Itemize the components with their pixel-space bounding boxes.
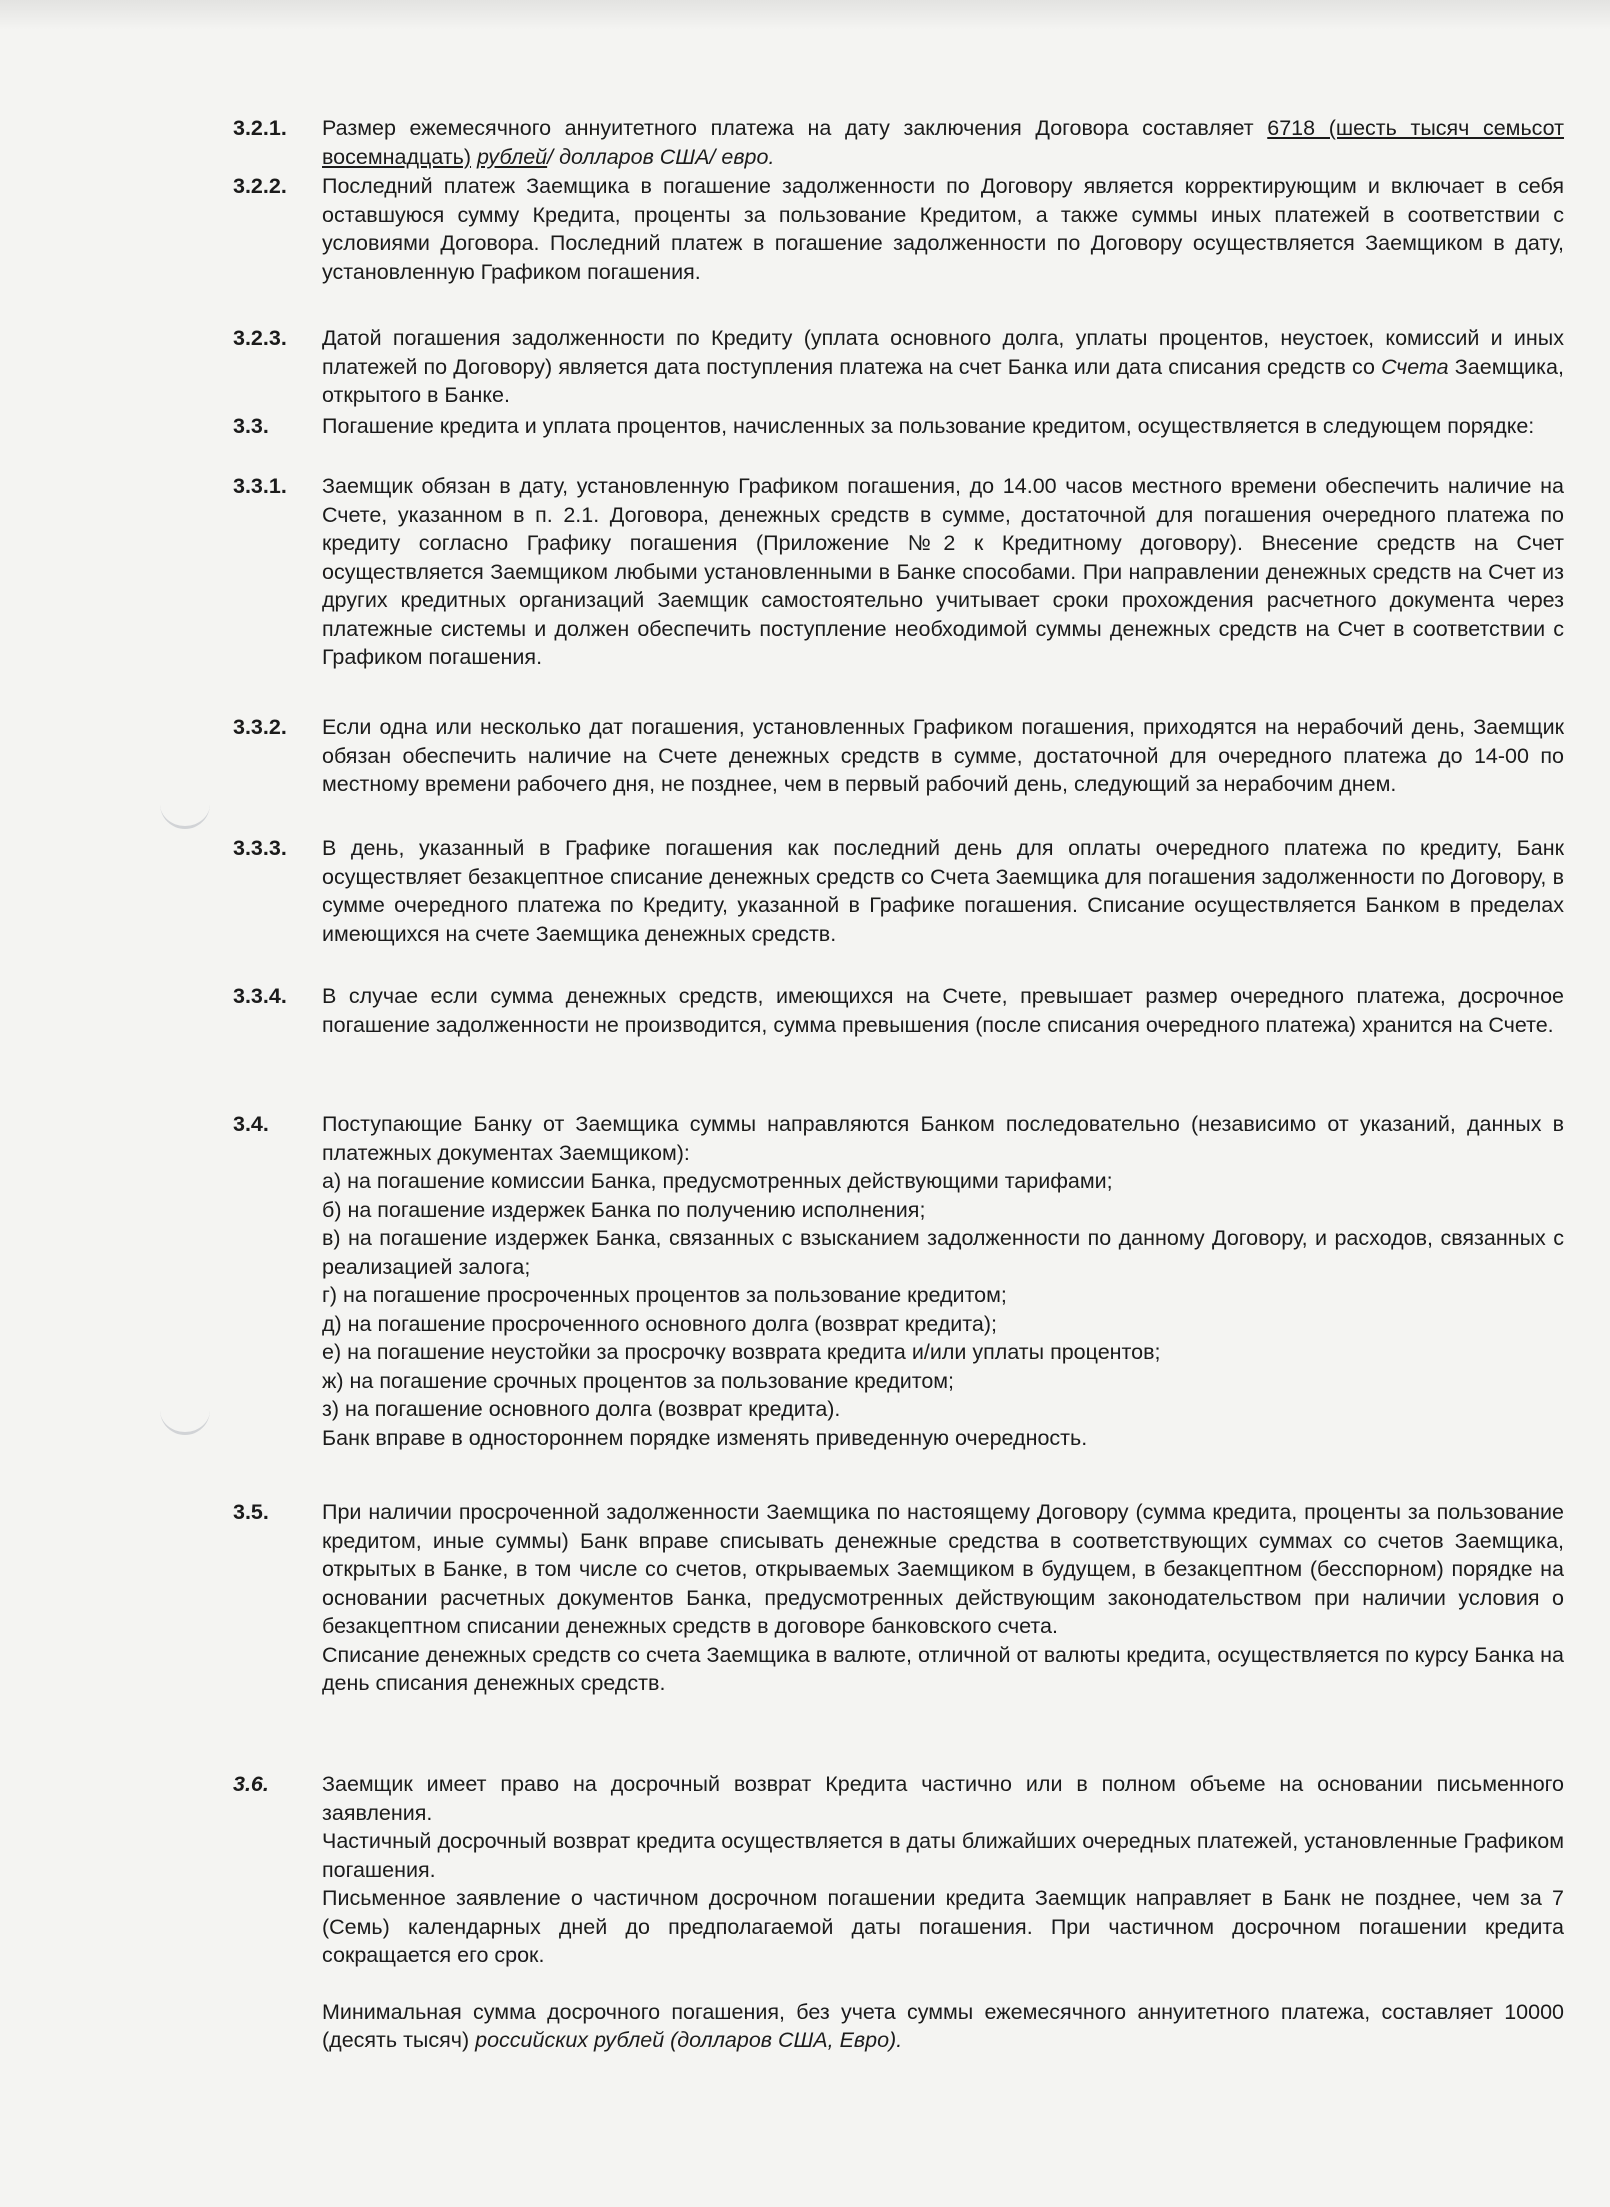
clause-paragraph <box>322 114 1564 171</box>
punch-hole-mark <box>160 796 210 829</box>
clause-number: 3.3.3. <box>233 836 287 860</box>
text-run: Датой погашения задолженности по Кредиту (уплата основного долга, уплаты процентов, неустоек, комиссий и иных платежей по Договору) является дата поступления платежа на счет Банка или дата списания средств со <box>322 326 1564 379</box>
clause-paragraph <box>322 1998 1564 2055</box>
priority-item: г) на погашение просроченных процентов за пользование кредитом; <box>322 1283 1007 1307</box>
priority-item: а) на погашение комиссии Банка, предусмотренных действующими тарифами; <box>322 1169 1113 1193</box>
clause-text <box>322 834 1564 948</box>
clause-text <box>322 1110 1564 1452</box>
clause-paragraph: Погашение кредита и уплата процентов, начисленных за пользование кредитом, осуществляется в следующем порядке: <box>322 414 1535 438</box>
clause-paragraph: Частичный досрочный возврат кредита осуществляется в даты ближайших очередных платежей, установленные Графиком погашения. <box>322 1829 1564 1882</box>
clause-paragraph <box>322 324 1564 410</box>
currency-options: / долларов США/ евро. <box>547 144 775 169</box>
account-term: Счета <box>1381 354 1449 379</box>
text-run: Минимальная сумма досрочного погашения, без учета суммы ежемесячного аннуитетного платежа, составляет 10000 (десять тысяч) <box>322 1999 1564 2052</box>
clause-text <box>322 1498 1564 1698</box>
clause-paragraph: Поступающие Банку от Заемщика суммы направляются Банком последовательно (независимо от указаний, данных в платежных документах Заемщиком): <box>322 1112 1564 1165</box>
clause-text <box>322 1770 1564 2055</box>
clause-paragraph: При наличии просроченной задолженности Заемщика по настоящему Договору (сумма кредита, проценты за пользование кредитом, иные суммы) Банк вправе списывать денежные средства в соответствующих суммах со счетов Заемщика, открытых в Банке, в том числе со счетов, открываемых Заемщиком в будущем, в безакцептном (бесспорном) порядке на основании расчетных документов Банка, предусмотренных действующим законодательством при наличии условия о безакцептном списании денежных средств в договоре банковского счета. <box>322 1500 1564 1638</box>
priority-item: в) на погашение издержек Банка, связанных с взысканием задолженности по данному Договору, и расходов, связанных с реализацией залога; <box>322 1226 1564 1279</box>
priority-item: е) на погашение неустойки за просрочку возврата кредита и/или уплаты процентов; <box>322 1340 1161 1364</box>
clause-text <box>322 172 1564 286</box>
clause-number: 3.2.1. <box>233 116 287 140</box>
clause-number: 3.2.3. <box>233 326 287 350</box>
clause-paragraph: В день, указанный в Графике погашения как последний день для оплаты очередного платежа по кредиту, Банк осуществляет безакцептное списание денежных средств со Счета Заемщика для погашения задолженности по Договору, в сумме очередного платежа по Кредиту, указанной в Графике погашения. Списание осуществляется Банком в пределах имеющихся на счете Заемщика денежных средств. <box>322 836 1564 946</box>
priority-item: з) на погашение основного долга (возврат кредита). <box>322 1397 841 1421</box>
clause-number: 3.6. <box>233 1772 269 1796</box>
currency-rubles: рублей <box>477 144 548 169</box>
clause-number: 3.2.2. <box>233 174 287 198</box>
clause-paragraph: Заемщик обязан в дату, установленную Графиком погашения, до 14.00 часов местного времени обеспечить наличие на Счете, указанном в п. 2.1. Договора, денежных средств в сумме, достаточной для погашения очередного платежа по кредиту согласно Графику погашения (Приложение №2 к Кредитному договору). Внесение средств на Счет осуществляется Заемщиком любыми установленными в Банке способами. При направлении денежных средств на Счет из других кредитных организаций Заемщик самостоятельно учитывает сроки прохождения расчетного документа через платежные системы и должен обеспечить поступление необходимой суммы денежных средств на Счет в соответствии с Графиком погашения. <box>322 474 1564 669</box>
text-run: Размер ежемесячного аннуитетного платежа на дату заключения Договора составляет <box>322 116 1268 140</box>
clause-paragraph: Банк вправе в одностороннем порядке изменять приведенную очередность. <box>322 1425 1088 1450</box>
priority-item: д) на погашение просроченного основного долга (возврат кредита); <box>322 1311 998 1336</box>
payment-amount: 6718 (шесть тысяч семьсот восемнадцать) <box>322 116 1564 169</box>
clause-paragraph: Списание денежных средств со счета Заемщика в валюте, отличной от валюты кредита, осуществляется по курсу Банка на день списания денежных средств. <box>322 1642 1564 1695</box>
clause-paragraph: Последний платеж Заемщика в погашение задолженности по Договору является корректирующим и включает в себя оставшуюся сумму Кредита, проценты за пользование Кредитом, а также суммы иных платежей в соответствии с условиями Договора. Последний платеж в погашение задолженности по Договору осуществляется Заемщиком в дату, установленную Графиком погашения. <box>322 174 1564 284</box>
clause-text <box>322 412 1564 441</box>
clause-number: 3.3.4. <box>233 984 287 1008</box>
clause-text <box>322 713 1564 799</box>
clause-number: 3.3.1. <box>233 474 287 498</box>
punch-hole-mark <box>160 1402 210 1435</box>
priority-item: ж) на погашение срочных процентов за пользование кредитом; <box>322 1368 955 1393</box>
clause-text <box>322 472 1564 672</box>
clause-text <box>322 324 1564 410</box>
clause-paragraph: Заемщик имеет право на досрочный возврат Кредита частично или в полном объеме на основании письменного заявления. <box>322 1772 1564 1825</box>
clause-paragraph: В случае если сумма денежных средств, имеющихся на Счете, превышает размер очередного платежа, досрочное погашение задолженности не производится, сумма превышения (после списания очередного платежа) хранится на Счете. <box>322 984 1564 1037</box>
clause-number: 3.3.2. <box>233 715 287 739</box>
clause-number: 3.5. <box>233 1500 269 1524</box>
clause-paragraph: Письменное заявление о частичном досрочном погашении кредита Заемщик направляет в Банк не позднее, чем за 7 (Семь) календарных дней до предполагаемой даты погашения. При частичном досрочном погашении кредита сокращается его срок. <box>322 1886 1564 1967</box>
priority-item: б) на погашение издержек Банка по получению исполнения; <box>322 1197 926 1222</box>
scan-shadow <box>0 0 1610 30</box>
currency-options: российских рублей (долларов США, Евро). <box>475 2028 903 2052</box>
clause-text <box>322 114 1564 171</box>
text-run: Заемщика, открытого в Банке. <box>322 354 1564 407</box>
clause-paragraph: Если одна или несколько дат погашения, установленных Графиком погашения, приходятся на нерабочий день, Заемщик обязан обеспечить наличие на Счете денежных средств в сумме, достаточной для очередного платежа до 14-00 по местному времени рабочего дня, не позднее, чем в первый рабочий день, следующий за нерабочим днем. <box>322 715 1564 796</box>
clause-number: 3.4. <box>233 1112 269 1136</box>
clause-number: 3.3. <box>233 414 269 438</box>
clause-text <box>322 982 1564 1039</box>
